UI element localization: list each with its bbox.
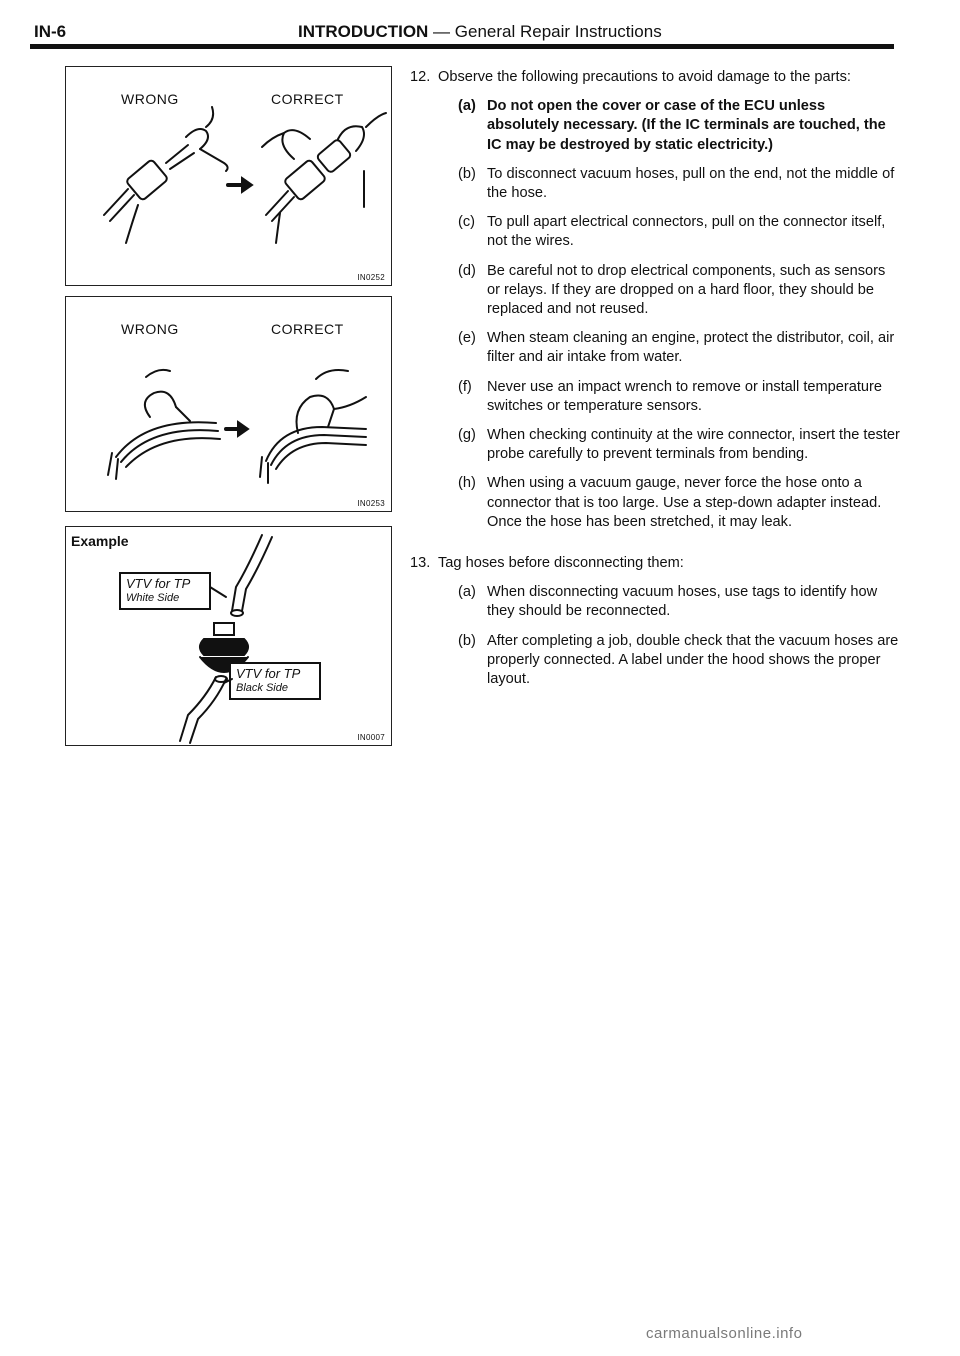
subitem-text: After completing a job, double check that the vacuum hoses are properly connected. A label under the hood shows the proper layout.	[487, 632, 899, 688]
subitem-text: Do not open the cover or case of the ECU unless absolutely necessary. (If the IC terminals are touched, the IC may be destroyed by static electricity.)	[487, 98, 886, 153]
subitem-text: When using a vacuum gauge, never force the hose onto a connector that is too large. Use a step-down adapter instead. Once the hose has been stretched, it may leak.	[487, 475, 882, 530]
wrong-label: WRONG	[121, 321, 179, 337]
subitem-text: Never use an impact wrench to remove or install temperature switches or temperature sensors.	[487, 378, 883, 414]
subitem-e	[458, 329, 900, 367]
subitem-label: (c)	[458, 214, 476, 231]
subitem-text: To pull apart electrical connectors, pull on the connector itself, not the wires.	[487, 214, 886, 250]
subitem-d	[458, 262, 900, 320]
subitem-label: (b)	[458, 165, 476, 182]
watermark: carmanualsonline.info	[646, 1325, 803, 1342]
figure-code: IN0253	[357, 499, 385, 508]
example-label: Example	[71, 533, 129, 549]
figure-connector-pull	[65, 66, 392, 286]
page-header	[30, 20, 894, 46]
figure-code: IN0007	[357, 733, 385, 742]
instruction-text: Tag hoses before disconnecting them:	[438, 555, 684, 572]
hose-illustration	[66, 297, 391, 511]
subitem-label: (h)	[458, 475, 476, 492]
subitem-h	[458, 474, 900, 532]
vtv-illustration	[66, 527, 391, 745]
figure-hose-tags	[65, 526, 392, 746]
instruction-text: Observe the following precautions to avoid damage to the parts:	[438, 69, 851, 85]
subitem-label: (e)	[458, 330, 476, 347]
subitem-text: When checking continuity at the wire connector, insert the tester probe carefully to prevent terminals from bending.	[487, 427, 900, 463]
subitem-label: (g)	[458, 427, 476, 444]
header-rule	[30, 44, 894, 49]
correct-label: CORRECT	[271, 321, 344, 337]
instruction-list	[410, 68, 900, 689]
tag-bottom-line1: VTV for TP	[236, 666, 301, 681]
tag-top-line2: White Side	[126, 592, 180, 604]
title-separator: —	[428, 22, 455, 41]
subitem-b	[458, 632, 900, 690]
connector-illustration	[66, 67, 391, 285]
subitem-label: (f)	[458, 378, 472, 395]
instruction-number: 12.	[410, 69, 431, 85]
tag-bottom-line2: Black Side	[236, 682, 288, 694]
subitem-b	[458, 165, 900, 203]
subitem-label: (a)	[458, 98, 476, 115]
subitem-g	[458, 426, 900, 464]
figure-code: IN0252	[357, 273, 385, 282]
instruction-item-12	[410, 68, 900, 532]
instruction-number: 13.	[410, 555, 431, 572]
instruction-item-13	[410, 554, 900, 689]
subitem-a	[458, 97, 900, 155]
page-number: IN-6	[34, 22, 67, 41]
subitem-label: (a)	[458, 584, 476, 601]
subitem-text: Be careful not to drop electrical components, such as sensors or relays. If they are dropped on a hard floor, they should be replaced and not reused.	[487, 262, 886, 318]
subitem-text: When disconnecting vacuum hoses, use tags to identify how they should be reconnected.	[487, 584, 878, 620]
wrong-label: WRONG	[121, 91, 179, 107]
correct-label: CORRECT	[271, 91, 344, 107]
section-name: INTRODUCTION	[298, 22, 429, 41]
subitem-text: To disconnect vacuum hoses, pull on the end, not the middle of the hose.	[487, 165, 895, 202]
subitem-label: (b)	[458, 632, 476, 649]
page-title	[298, 22, 662, 42]
subitem-text: When steam cleaning an engine, protect the distributor, coil, air filter and air intake from water.	[487, 330, 895, 366]
subitem-label: (d)	[458, 262, 476, 279]
subitem-c	[458, 213, 900, 251]
section-subtitle: General Repair Instructions	[454, 22, 662, 41]
tag-top-line1: VTV for TP	[126, 576, 191, 591]
figure-hose-pull	[65, 296, 392, 512]
subitem-a	[458, 583, 900, 621]
subitem-f	[458, 378, 900, 416]
